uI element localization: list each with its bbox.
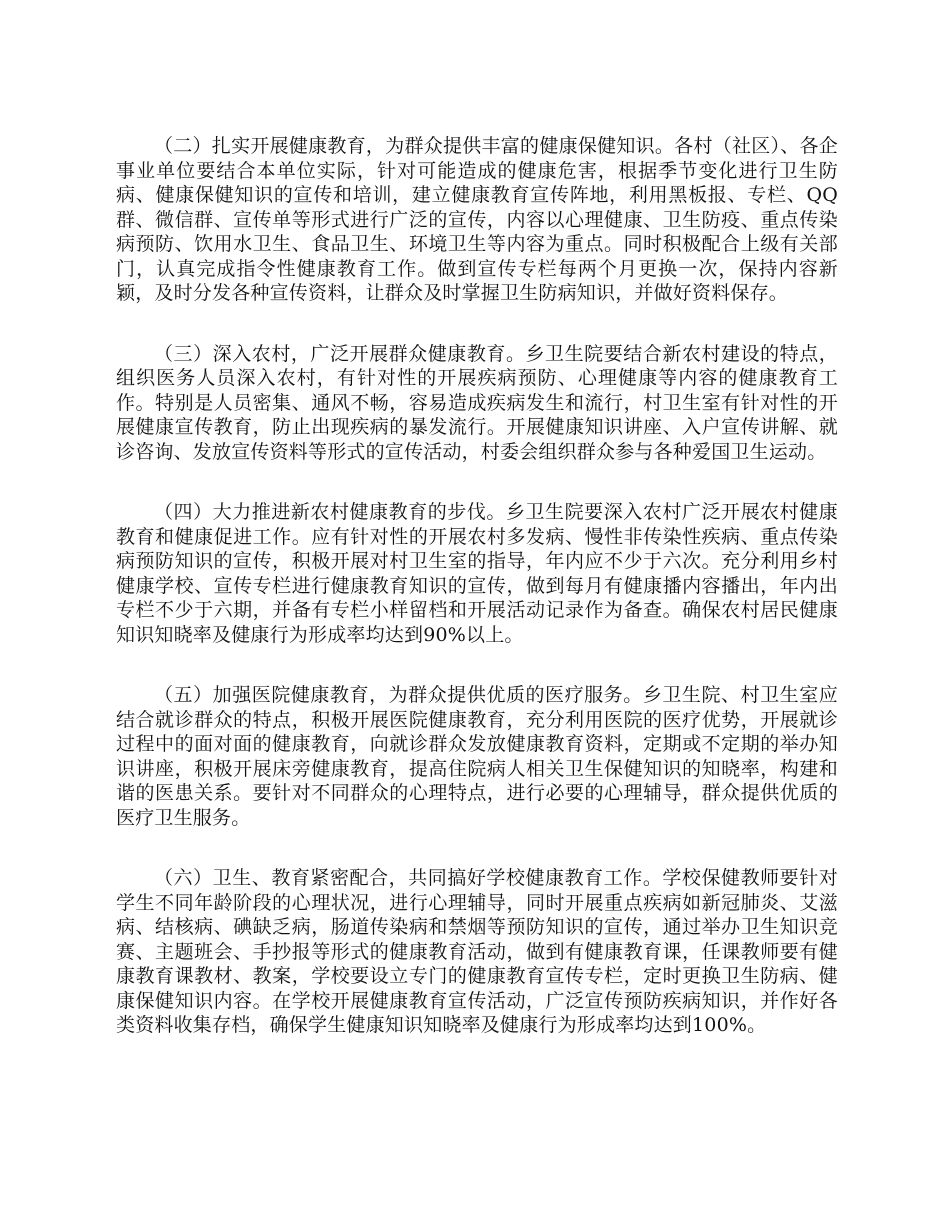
paragraph-section-6: （六）卫生、教育紧密配合，共同搞好学校健康教育工作。学校保健教师要针对学生不同年龄阶段的心理状况，进行心理辅导，同时开展重点疾病如新冠肺炎、艾滋病、结核病、碘缺乏病，肠道传染病和禁烟等预防知识的宣传，通过举办卫生知识竞赛、主题班会、手抄报等形式的健康教育活动，做到有健康教育课，任课教师要有健康教育课教材、教案，学校要设立专门的健康教育宣传专栏，定时更换卫生防病、健康保健知识内容。在学校开展健康教育宣传活动，广泛宣传预防疾病知识，并作好各类资料收集存档，确保学生健康知识知晓率及健康行为形成率均达到100%。 [116, 867, 838, 1036]
paragraph-section-4: （四）大力推进新农村健康教育的步伐。乡卫生院要深入农村广泛开展农村健康教育和健康促进工作。应有针对性的开展农村多发病、慢性非传染性疾病、重点传染病预防知识的宣传，积极开展对村卫生室的指导，年内应不少于六次。充分利用乡村健康学校、宣传专栏进行健康教育知识的宣传，做到每月有健康播内容播出，年内出专栏不少于六期，并备有专栏小样留档和开展活动记录作为备查。确保农村居民健康知识知晓率及健康行为形成率均达到90%以上。 [116, 501, 838, 646]
paragraph-section-3: （三）深入农村，广泛开展群众健康教育。乡卫生院要结合新农村建设的特点，组织医务人员深入农村，有针对性的开展疾病预防、心理健康等内容的健康教育工作。特别是人员密集、通风不畅，容易造成疾病发生和流行，村卫生室有针对性的开展健康宣传教育，防止出现疾病的暴发流行。开展健康知识讲座、入户宣传讲解、就诊咨询、发放宣传资料等形式的宣传活动，村委会组织群众参与各种爱国卫生运动。 [116, 342, 838, 463]
document-body [116, 134, 838, 1038]
paragraph-section-2: （二）扎实开展健康教育，为群众提供丰富的健康保健知识。各村（社区）、各企事业单位要结合本单位实际，针对可能造成的健康危害，根据季节变化进行卫生防病、健康保健知识的宣传和培训，建立健康教育宣传阵地，利用黑板报、专栏、QQ群、微信群、宣传单等形式进行广泛的宣传，内容以心理健康、卫生防疫、重点传染病预防、饮用水卫生、食品卫生、环境卫生等内容为重点。同时积极配合上级有关部门，认真完成指令性健康教育工作。做到宣传专栏每两个月更换一次，保持内容新颖，及时分发各种宣传资料，让群众及时掌握卫生防病知识，并做好资料保存。 [116, 135, 838, 304]
paragraph-section-5: （五）加强医院健康教育，为群众提供优质的医疗服务。乡卫生院、村卫生室应结合就诊群众的特点，积极开展医院健康教育，充分利用医院的医疗优势，开展就诊过程中的面对面的健康教育，向就诊群众发放健康教育资料，定期或不定期的举办知识讲座，积极开展床旁健康教育，提高住院病人相关卫生保健知识的知晓率，构建和谐的医患关系。要针对不同群众的心理特点，进行必要的心理辅导，群众提供优质的医疗卫生服务。 [116, 684, 838, 829]
